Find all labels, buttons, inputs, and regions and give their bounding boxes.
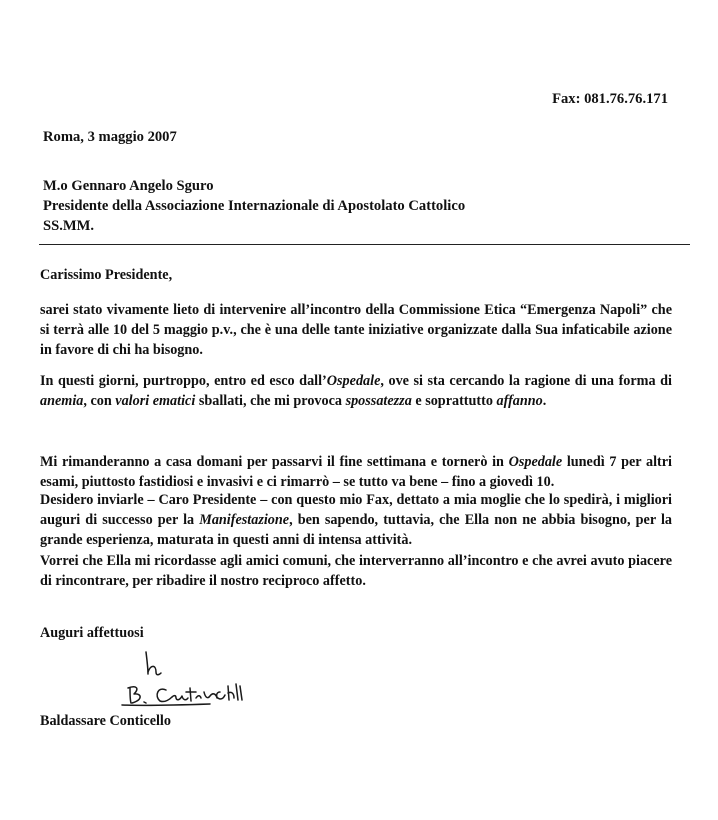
paragraph-3-italic: Ospedale xyxy=(508,454,563,470)
handwritten-signature xyxy=(110,648,270,710)
recipient-suffix: SS.MM. xyxy=(43,218,95,234)
recipient-name: M.o Gennaro Angelo Sguro xyxy=(43,178,214,194)
sender-name: Baldassare Conticello xyxy=(40,713,171,729)
paragraph-4-text xyxy=(40,490,672,550)
paragraph-2-run: e soprattutto xyxy=(411,393,497,409)
paragraph-2-run: , con xyxy=(83,393,116,409)
paragraph-4-italic: Manifestazione xyxy=(199,512,290,528)
paragraph-2-italic: affanno xyxy=(496,393,543,409)
paragraph-4-run: , ben sapendo, tuttavia, che Ella non ne abbia bisogno, per la grande esperienza, maturata in questi anni di intensa attività. xyxy=(40,512,672,548)
paragraph-2-text xyxy=(40,371,672,411)
paragraph-3 xyxy=(40,452,672,492)
recipient-title: Presidente della Associazione Internazionale di Apostolato Cattolico xyxy=(43,198,466,214)
paragraph-4 xyxy=(40,490,672,550)
separator-line xyxy=(39,244,690,245)
salutation: Carissimo Presidente, xyxy=(40,267,173,283)
paragraph-2-italic: spossatezza xyxy=(345,393,412,409)
paragraph-1 xyxy=(40,300,672,360)
paragraph-2-italic: anemia xyxy=(40,393,84,409)
paragraph-2-run: In questi giorni, purtroppo, entro ed esco dall’ xyxy=(40,373,327,389)
paragraph-2-italic: valori ematici xyxy=(115,393,196,409)
paragraph-3-text xyxy=(40,452,672,492)
paragraph-2-run: sballati, che mi provoca xyxy=(195,393,346,409)
letter-date: Roma, 3 maggio 2007 xyxy=(43,129,177,145)
paragraph-4-run: Desidero inviarle – Caro Presidente – con questo mio Fax, dettato a mia moglie che lo spedirà, i migliori auguri di successo per la xyxy=(40,492,672,528)
paragraph-2-italic: Ospedale xyxy=(326,373,381,389)
paragraph-5 xyxy=(40,551,672,591)
paragraph-2-run: , ove si sta cercando la ragione di una forma di xyxy=(380,373,672,389)
recipient-block xyxy=(43,176,465,236)
paragraph-3-run: lunedì 7 per altri esami, piuttosto fastidiosi e invasivi e ci rimarrò – se tutto va bene – fino a giovedì 10. xyxy=(40,454,672,490)
paragraph-2 xyxy=(40,371,672,411)
closing-line: Auguri affettuosi xyxy=(40,625,144,641)
paragraph-1-text: sarei stato vivamente lieto di intervenire all’incontro della Commissione Etica “Emergenza Napoli” che si terrà alle 10 del 5 maggio p.v., che è una delle tante iniziative organizzate dalla Sua infaticabile azione in favore di chi ha bisogno. xyxy=(40,302,672,358)
paragraph-5-text: Vorrei che Ella mi ricordasse agli amici comuni, che interverranno all’incontro e che avrei avuto piacere di rincontrare, per ribadire il nostro reciproco affetto. xyxy=(40,553,672,589)
paragraph-2-run: . xyxy=(542,393,547,409)
fax-number: Fax: 081.76.76.171 xyxy=(552,91,668,107)
paragraph-3-run: Mi rimanderanno a casa domani per passarvi il fine settimana e tornerò in xyxy=(40,454,509,470)
